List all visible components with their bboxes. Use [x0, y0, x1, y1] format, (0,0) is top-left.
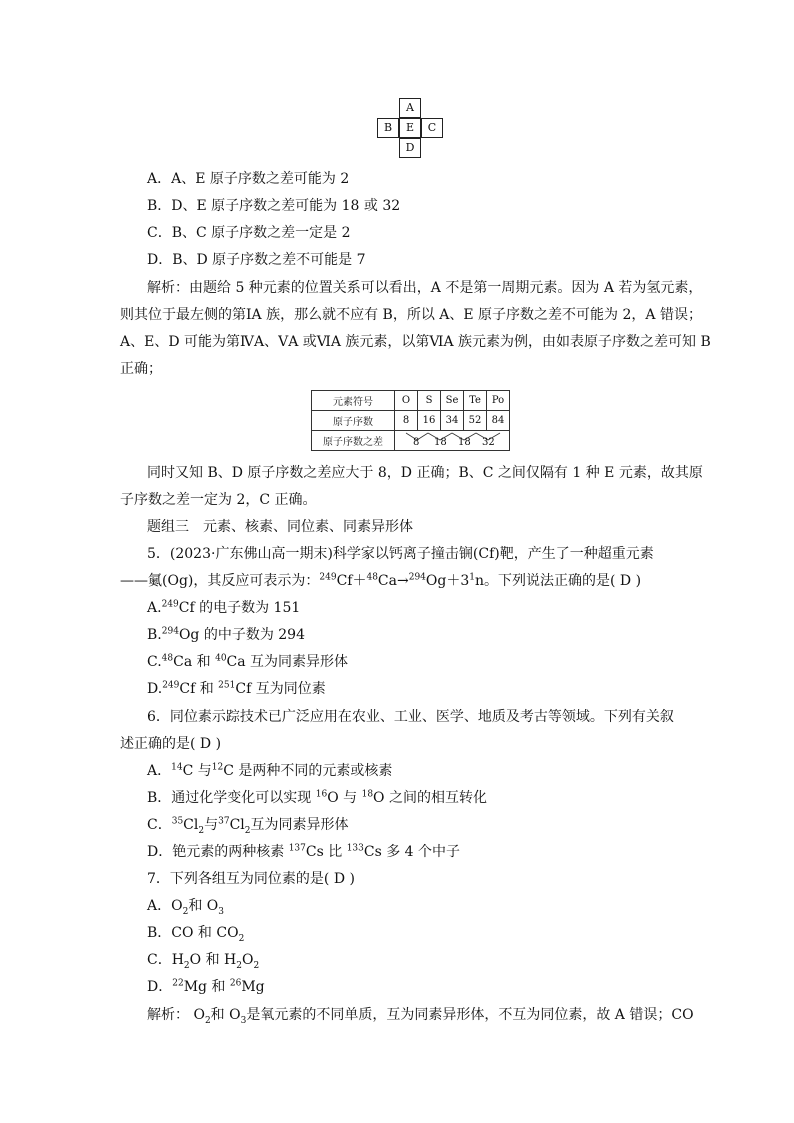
analysis-line-4: 正确；	[120, 361, 162, 377]
diff-value: 18	[434, 437, 447, 448]
q6-option-d: D．铯元素的两种核素 $^{137}$Cs 比 $^{133}$Cs 多 4 个中子	[147, 843, 461, 860]
q6-stem-line-2: 述正确的是( D )	[120, 736, 222, 752]
table-row-label: 元素符号	[312, 391, 395, 411]
q5-stem-line-1: 5．(2023·广东佛山高一期末)科学家以钙离子撞击锎(Cf)靶，产生了一种超重元素	[147, 546, 654, 562]
analysis-line-2: 则其位于最左侧的第ⅠA 族，那么就不应有 B，所以 A、E 原子序数之差不可能为 2，A 错误；	[120, 307, 702, 323]
q6-option-c: C．$^{35}Cl_2$与$^{37}Cl_2$互为同素异形体	[147, 816, 349, 836]
q5-stem-line-2: ——鿫(Og)，其反应可表示为：$^{249}Cf+^{48}Ca\to^{294}Og+3^1n$。下列说法正确的是( D )	[120, 572, 642, 589]
table-row-label: 原子序数之差	[312, 431, 395, 451]
analysis-line-3: A、E、D 可能为第ⅣA、ⅤA 或ⅥA 族元素，以第ⅥA 族元素为例，由如表原子序数之差可知 B	[120, 334, 711, 350]
table-cell: Te	[464, 391, 487, 411]
diagram-cell-left: B	[377, 118, 399, 138]
q7-stem: 7．下列各组互为同位素的是( D )	[147, 871, 355, 887]
option-b: B．D、E 原子序数之差可能为 18 或 32	[147, 198, 401, 214]
table-cell: S	[418, 391, 441, 411]
q5-option-c: C.$^{48}$Ca 和 $^{40}$Ca 互为同素异形体	[147, 653, 349, 670]
q7-option-d: D．$^{22}$Mg 和 $^{26}$Mg	[147, 978, 265, 995]
table-cell: 34	[441, 411, 464, 431]
diagram-cell-right: C	[421, 118, 443, 138]
atomic-number-table	[311, 390, 510, 451]
analysis-line-1: 解析：由题给 5 种元素的位置关系可以看出，A 不是第一周期元素。因为 A 若为氢元素，	[147, 280, 703, 296]
option-a: A．A、E 原子序数之差可能为 2	[147, 171, 350, 187]
table-cell: 84	[487, 411, 510, 431]
diff-value: 32	[482, 437, 495, 448]
q7-option-c: C．$H_2O$ 和 $H_2O_2$	[147, 952, 260, 971]
table-cell: Se	[441, 391, 464, 411]
option-d: D．B、D 原子序数之差不可能是 7	[147, 252, 366, 268]
q5-option-a: A.$^{249}$Cf 的电子数为 151	[147, 599, 301, 616]
table-cell: Po	[487, 391, 510, 411]
analysis2-line-1: 同时又知 B、D 原子序数之差应大于 8，D 正确；B、C 之间仅隔有 1 种 E 元素，故其原	[147, 465, 703, 481]
table-row-label: 原子序数	[312, 411, 395, 431]
section-title: 题组三 元素、核素、同位素、同素异形体	[147, 519, 413, 535]
q7-option-a: A．$O_2$和 $O_3$	[147, 898, 224, 917]
diff-value: 18	[458, 437, 471, 448]
q5-option-b: B.$^{294}$Og 的中子数为 294	[147, 626, 305, 643]
diagram-cell-bottom: D	[399, 138, 421, 158]
q7-analysis-line-1: 解析： $O_2$和 $O_3$是氧元素的不同单质，互为同素异形体，不互为同位素，故 A 错误；CO	[147, 1007, 694, 1026]
option-c: C．B、C 原子序数之差一定是 2	[147, 225, 351, 241]
analysis2-line-2: 子序数之差一定为 2，C 正确。	[120, 492, 317, 508]
diagram-cell-top: A	[399, 98, 421, 118]
table-cell: 52	[464, 411, 487, 431]
diagram-cell-center: E	[399, 118, 421, 138]
q6-option-a: A．$^{14}$C 与$^{12}$C 是两种不同的元素或核素	[147, 762, 393, 779]
element-position-diagram	[377, 98, 443, 158]
q7-option-b: B．CO 和 $CO_2$	[147, 925, 245, 944]
q5-option-d: D.$^{249}$Cf 和 $^{251}$Cf 互为同位素	[147, 680, 326, 697]
q6-stem-line-1: 6．同位素示踪技术已广泛应用在农业、工业、医学、地质及考古等领域。下列有关叙	[147, 709, 674, 725]
diff-value: 8	[413, 437, 420, 448]
table-cell: 16	[418, 411, 441, 431]
q6-option-b: B．通过化学变化可以实现 $^{16}$O 与 $^{18}$O 之间的相互转化	[147, 789, 487, 806]
table-diff-cell	[395, 431, 510, 451]
table-cell: O	[395, 391, 418, 411]
table-cell: 8	[395, 411, 418, 431]
